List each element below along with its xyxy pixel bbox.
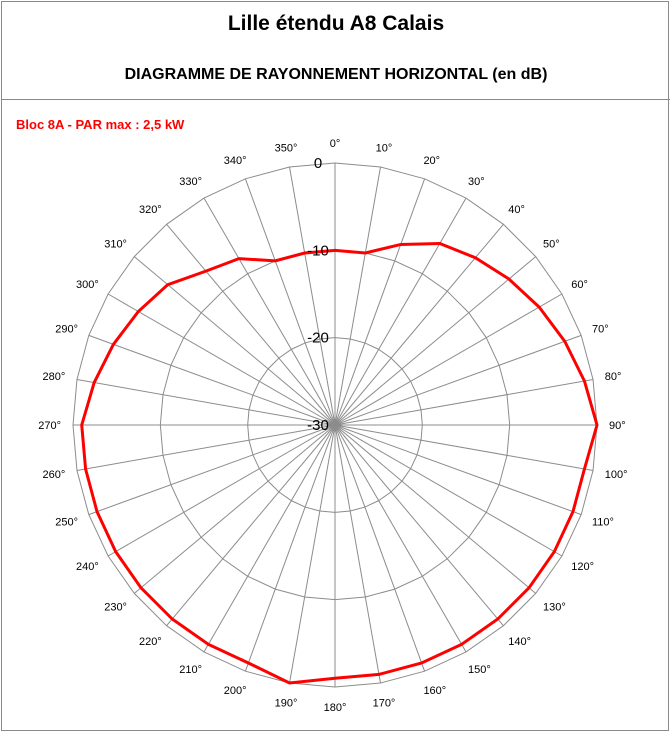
data-point-250 [96,510,98,512]
angle-label-1: 10° [375,142,393,155]
data-point-200 [247,662,249,664]
data-point-60 [538,306,540,308]
grid-spoke-20 [245,425,335,671]
data-point-90 [596,424,598,426]
grid-spoke-11 [335,425,581,515]
angle-label-30: 300° [76,279,99,291]
angle-label-22: 220° [138,636,162,649]
angle-label-15: 150° [468,664,491,677]
grid-spoke-4 [335,224,503,425]
data-point-70 [564,340,566,342]
grid-spoke-23 [134,425,335,593]
angle-label-11: 110° [591,516,614,529]
angle-label-19: 190° [274,697,298,710]
angle-label-7: 70° [591,323,609,336]
grid-spoke-7 [335,335,581,425]
data-point-80 [583,380,585,382]
data-point-310 [167,283,169,285]
angle-label-14: 140° [508,636,532,649]
data-point-270 [81,424,83,426]
data-point-110 [572,510,574,512]
angle-label-25: 250° [55,516,79,529]
radial-tick-label-1: -10 [307,242,329,260]
angle-label-21: 210° [179,664,202,677]
angle-label-32: 320° [138,203,162,216]
grid-layer [73,163,597,687]
grid-spoke-14 [335,425,503,626]
radial-tick-label-2: -20 [307,329,329,347]
data-point-150 [460,643,462,645]
angle-label-8: 80° [604,371,622,384]
data-point-280 [93,381,95,383]
angle-label-31: 310° [104,238,127,251]
radial-tick-label-0: 0 [313,155,323,172]
angle-label-28: 280° [42,371,66,384]
angle-label-23: 230° [104,601,127,614]
data-point-30 [439,242,441,244]
grid-spoke-5 [335,257,536,425]
angle-label-9: 90° [609,420,626,432]
data-point-320 [205,270,207,272]
grid-spoke-22 [167,425,335,626]
data-point-210 [207,643,209,645]
angle-label-13: 130° [543,601,566,614]
grid-spoke-16 [335,425,425,671]
angle-label-29: 290° [55,323,79,336]
angle-label-20: 200° [223,684,247,697]
data-point-220 [171,618,173,620]
angle-label-6: 60° [571,279,588,291]
radial-tick-label-3: -30 [307,417,329,434]
grid-spoke-2 [335,179,425,425]
angle-label-5: 50° [543,238,560,251]
angle-label-34: 340° [223,155,247,168]
data-point-260 [84,468,86,470]
data-point-290 [112,343,114,345]
grid-spoke-29 [89,335,335,425]
data-point-330 [238,257,240,259]
angle-label-18: 180° [323,702,347,714]
angle-label-2: 20° [423,155,441,168]
grid-spoke-13 [335,425,536,593]
data-point-300 [137,310,139,312]
angle-label-12: 120° [571,561,594,573]
angle-label-33: 330° [179,175,202,188]
angle-label-4: 40° [508,203,525,216]
angle-label-16: 160° [423,684,447,697]
data-point-40 [474,257,476,259]
data-point-350 [303,252,305,254]
angle-label-10: 100° [604,468,628,481]
data-point-240 [114,550,116,552]
grid-spoke-34 [245,179,335,425]
data-point-180 [334,677,336,679]
grid-spoke-25 [89,425,335,515]
angle-label-24: 240° [76,561,99,573]
angle-label-27: 270° [38,420,61,432]
angle-label-0: 0° [329,138,341,150]
series-line-0 [82,243,597,683]
data-point-170 [378,673,380,675]
data-point-0 [334,249,336,251]
data-point-130 [528,587,530,589]
angle-label-26: 260° [42,468,66,481]
data-point-10 [364,252,366,254]
data-point-230 [140,587,142,589]
page-title: Lille étendu A8 Calais [227,12,445,35]
chart-subtitle: DIAGRAMME DE RAYONNEMENT HORIZONTAL (en dB) [124,66,548,83]
data-point-20 [400,243,402,245]
angle-label-3: 30° [468,175,485,188]
grid-spoke-31 [134,257,335,425]
data-point-160 [420,662,422,664]
series-label: Bloc 8A - PAR max : 2,5 kW [16,117,185,132]
data-point-340 [274,260,276,262]
data-point-50 [508,278,510,280]
data-point-120 [553,550,555,552]
data-point-190 [288,682,290,684]
data-point-140 [497,618,499,620]
angle-label-17: 170° [372,697,396,710]
data-point-100 [583,468,585,470]
angle-label-35: 350° [274,142,298,155]
